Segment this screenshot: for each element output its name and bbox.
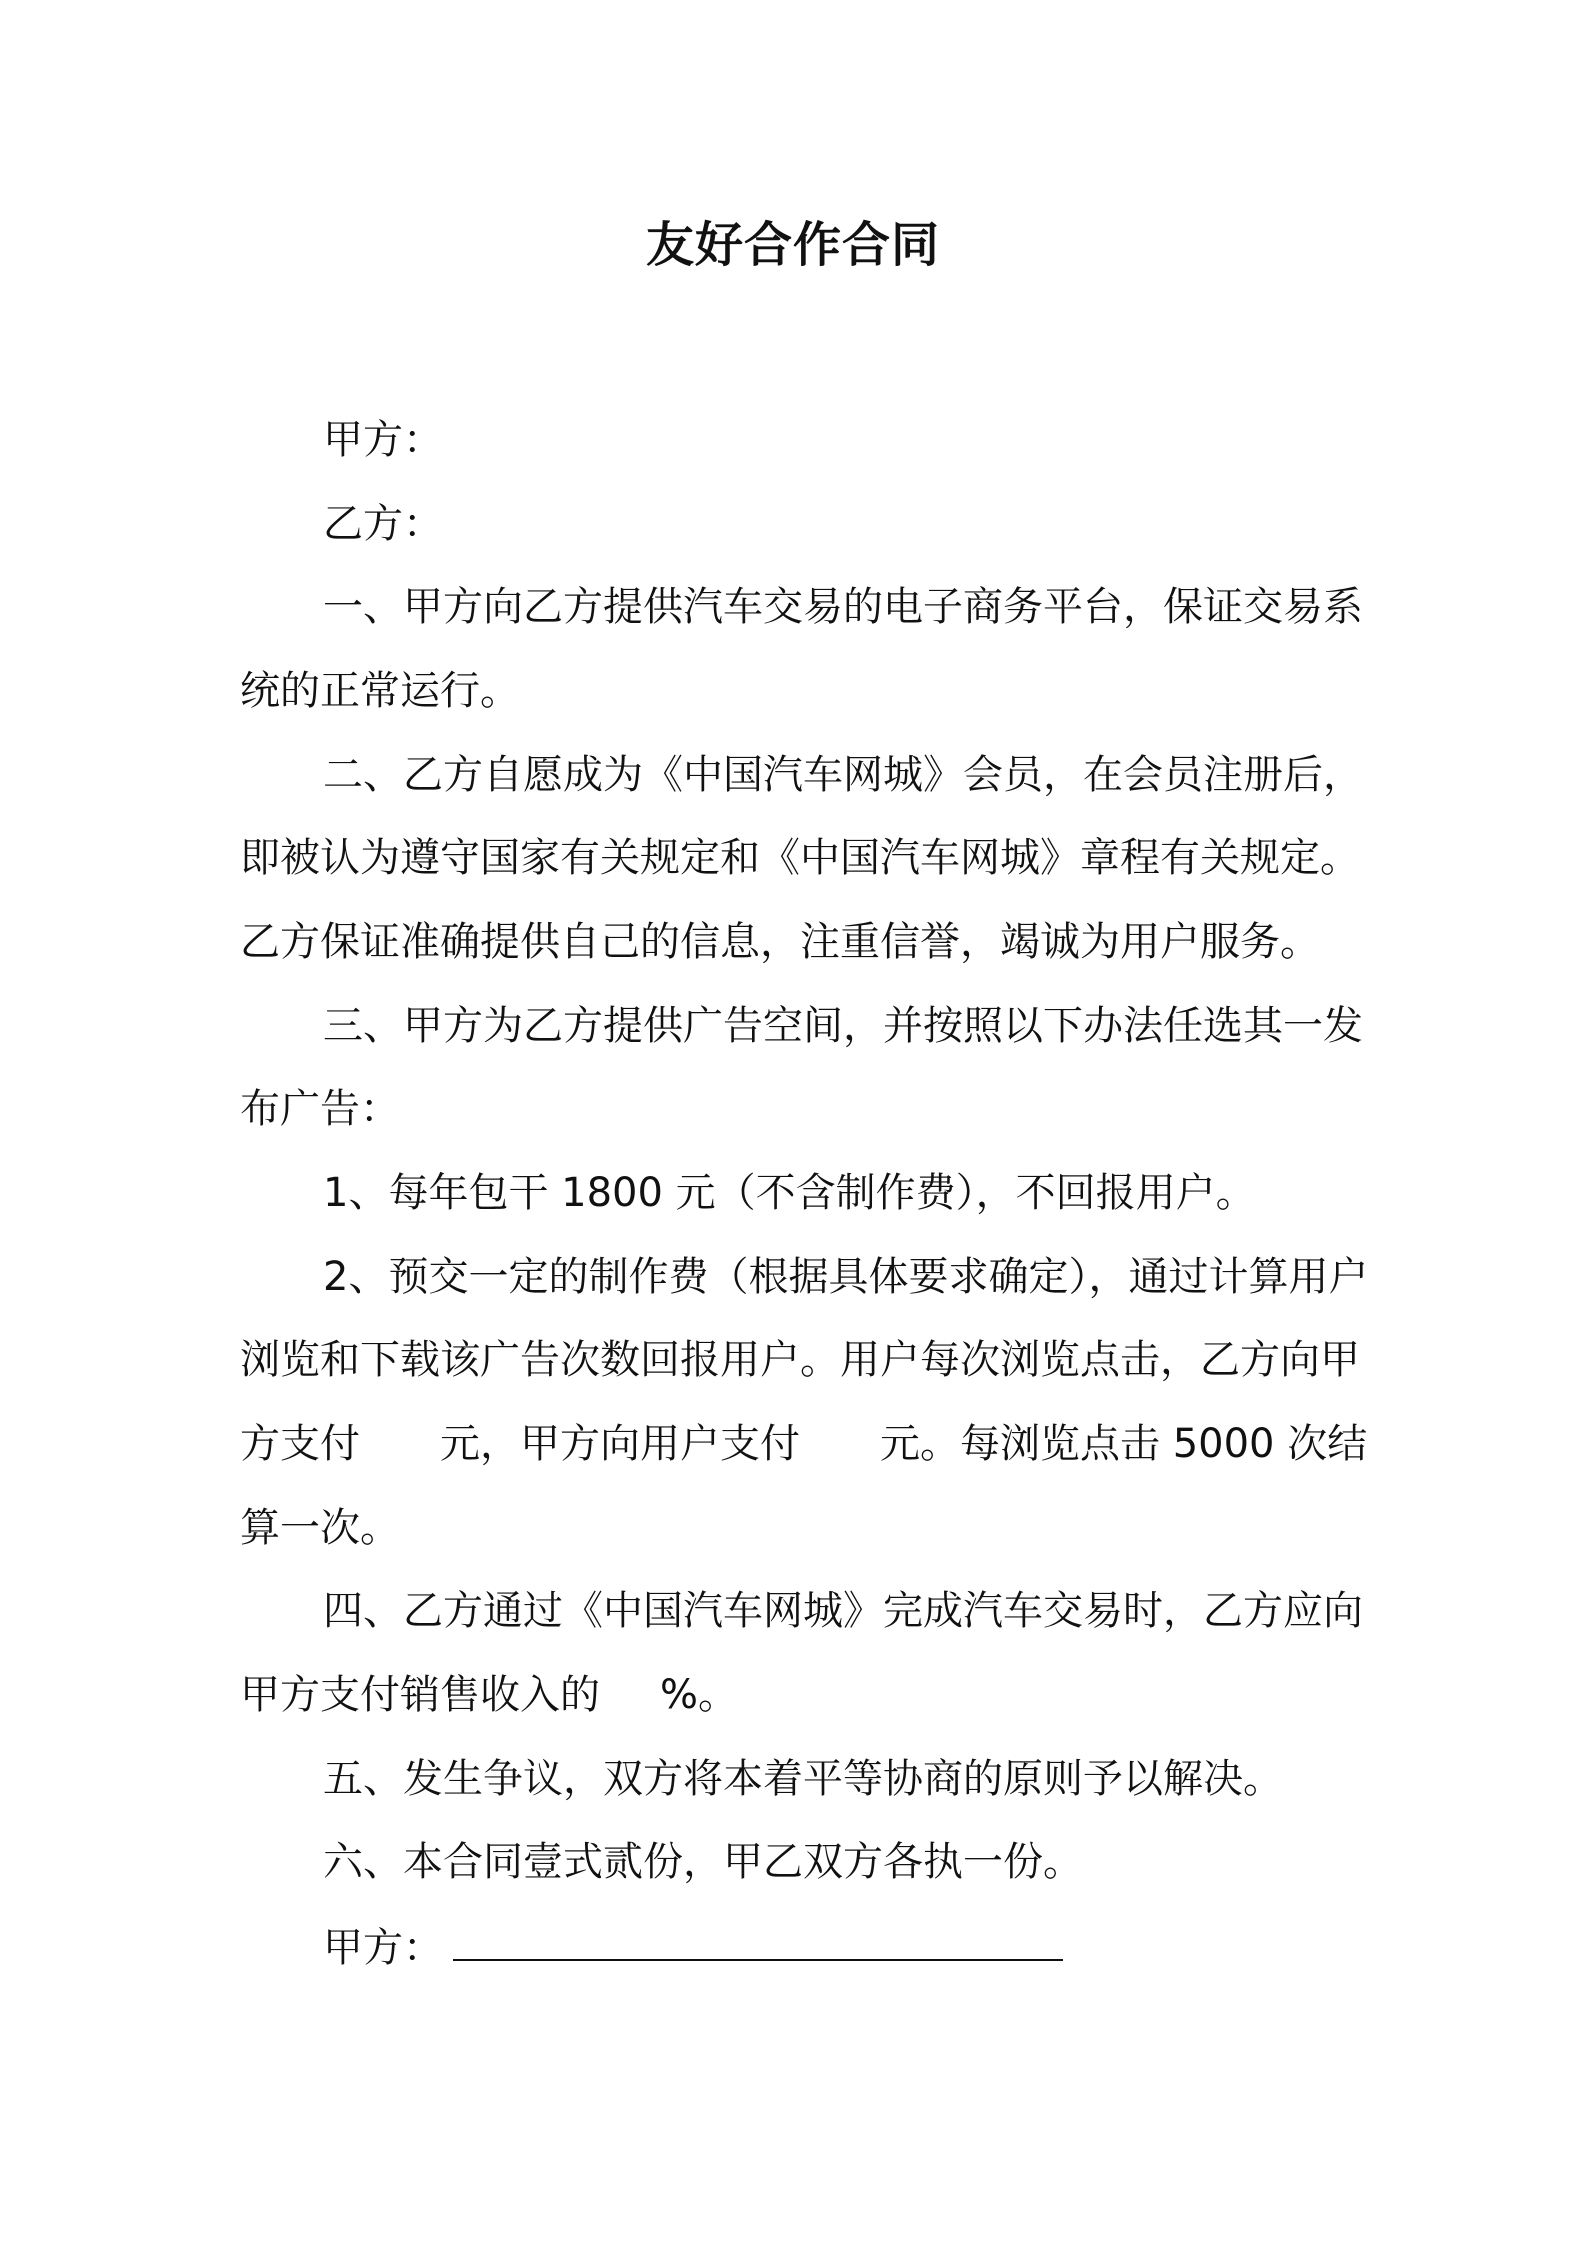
clause-3-line-1: 三、甲方为乙方提供广告空间，并按照以下办法任选其一发 bbox=[323, 1003, 1363, 1049]
option-2-line-3 bbox=[240, 1416, 1367, 1472]
clause-4-line-2-part-a: 甲方支付销售收入的 bbox=[240, 1672, 600, 1718]
clause-3-line-2: 布广告： bbox=[240, 1086, 400, 1132]
clause-2-line-1: 二、乙方自愿成为《中国汽车网城》会员，在会员注册后， bbox=[323, 752, 1363, 798]
clause-4-line-2-part-b: %。 bbox=[660, 1672, 739, 1718]
clause-2-line-3: 乙方保证准确提供自己的信息，注重信誉，竭诚为用户服务。 bbox=[240, 919, 1320, 965]
option-2-line-3-part-a: 方支付 bbox=[240, 1421, 360, 1467]
clause-4-line-1: 四、乙方通过《中国汽车网城》完成汽车交易时，乙方应向 bbox=[323, 1588, 1363, 1634]
clause-5: 五、发生争议，双方将本着平等协商的原则予以解决。 bbox=[323, 1756, 1283, 1802]
party-a-label: 甲方： bbox=[323, 417, 443, 463]
signature-label: 甲方： bbox=[323, 1925, 443, 1971]
clause-1-line-2: 统的正常运行。 bbox=[240, 668, 520, 714]
option-2-line-1: 2、预交一定的制作费（根据具体要求确定），通过计算用户 bbox=[323, 1254, 1369, 1300]
clause-6: 六、本合同壹式贰份，甲乙双方各执一份。 bbox=[323, 1839, 1083, 1885]
signature-line-party-a bbox=[323, 1920, 1063, 1976]
option-2-line-4: 算一次。 bbox=[240, 1505, 400, 1551]
option-1: 1、每年包干 1800 元（不含制作费），不回报用户。 bbox=[323, 1170, 1256, 1216]
option-2-line-3-part-b: 元，甲方向用户支付 bbox=[440, 1421, 800, 1467]
party-b-label: 乙方： bbox=[323, 501, 443, 547]
option-2-line-3-part-c: 元。每浏览点击 5000 次结 bbox=[880, 1421, 1368, 1467]
option-2-line-2: 浏览和下载该广告次数回报用户。用户每次浏览点击，乙方向甲 bbox=[240, 1337, 1360, 1383]
clause-1-line-1: 一、甲方向乙方提供汽车交易的电子商务平台，保证交易系 bbox=[323, 584, 1363, 630]
document-title: 友好合作合同 bbox=[645, 217, 940, 273]
clause-4-line-2 bbox=[240, 1667, 738, 1723]
signature-blank bbox=[453, 1923, 1063, 1961]
clause-2-line-2: 即被认为遵守国家有关规定和《中国汽车网城》章程有关规定。 bbox=[240, 835, 1360, 881]
